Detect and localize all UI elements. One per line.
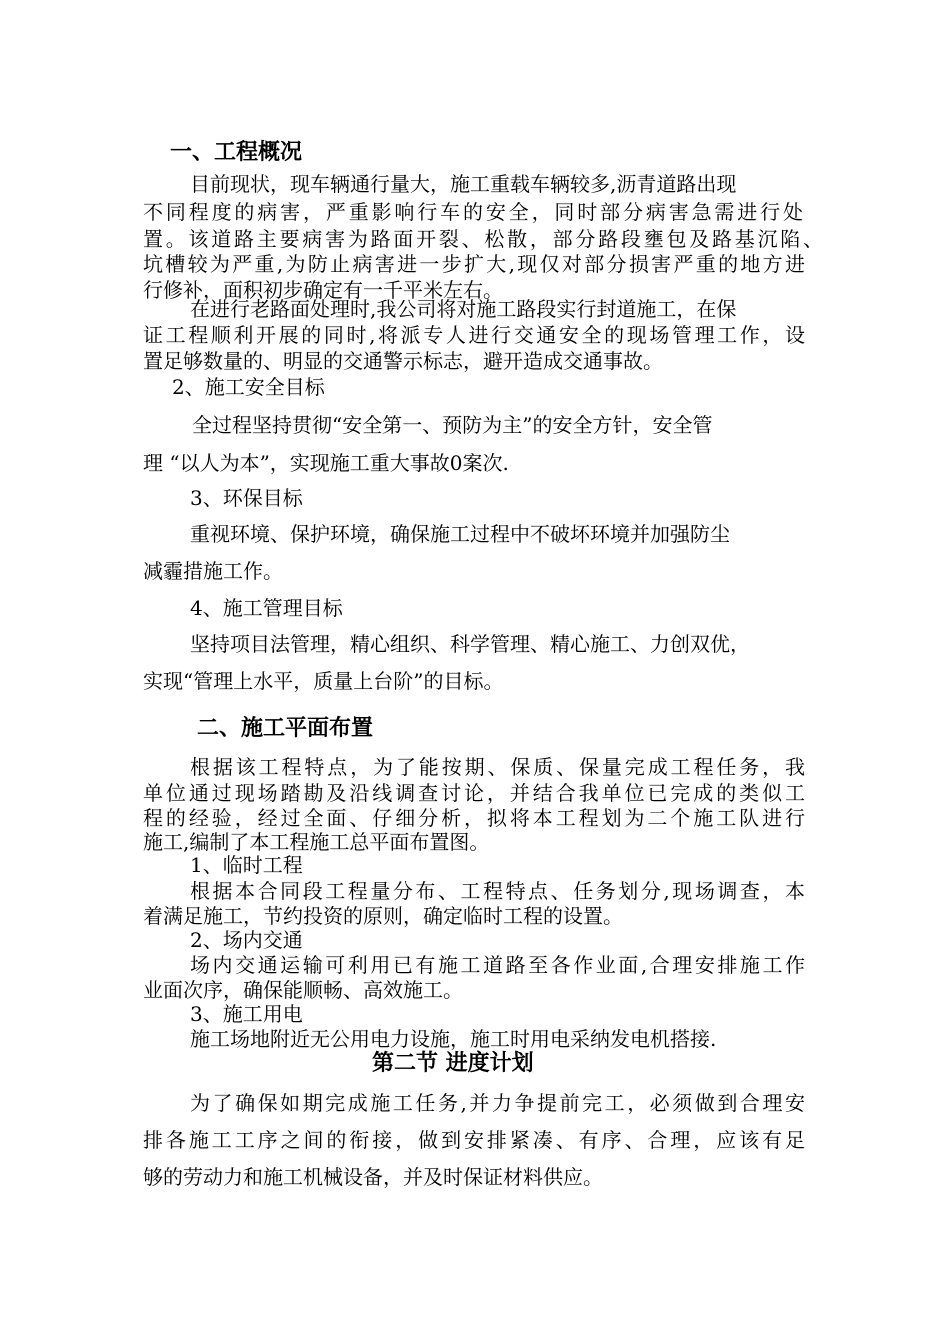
schedule-line-2: 排各施工工序之间的衔接，做到安排紧凑、有序、合理，应该有足 <box>143 1128 805 1152</box>
overview-line-2: 不同程度的病害，严重影响行车的安全，同时部分病害急需进行处 <box>143 200 803 224</box>
overview-line-5: 行修补，面积初步确定有一千平米左右。 <box>143 278 503 302</box>
environment-line-1: 重视环境、保护环境，确保施工过程中不破坏环境并加强防尘 <box>190 522 730 546</box>
layout-line-2: 单位通过现场踏勘及沿线调查讨论，并结合我单位已完成的类似工 <box>143 781 805 805</box>
schedule-line-3: 够的劳动力和施工机械设备，并及时保证材料供应。 <box>143 1165 603 1189</box>
closure-line-3: 置足够数量的、明显的交通警示标志，避开造成交通事故。 <box>143 349 663 373</box>
subheading-site-power: 3、施工用电 <box>190 1002 303 1026</box>
overview-line-1: 目前现状，现车辆通行量大，施工重载车辆较多,沥青道路出现 <box>190 172 737 196</box>
subheading-temporary-works: 1、临时工程 <box>190 853 303 877</box>
subheading-site-traffic: 2、场内交通 <box>190 928 303 952</box>
overview-line-3: 置。该道路主要病害为路面开裂、松散，部分路段壅包及路基沉陷、 <box>143 227 823 251</box>
traffic-line-2: 业面次序，确保能顺畅、高效施工。 <box>143 978 463 1002</box>
section-heading-schedule: 第二节 进度计划 <box>372 1050 534 1076</box>
layout-line-1: 根据该工程特点，为了能按期、保质、保量完成工程任务，我 <box>190 755 805 779</box>
environment-line-2: 减霾措施工作。 <box>143 559 283 583</box>
temporary-line-2: 着满足施工，节约投资的原则，确定临时工程的设置。 <box>143 904 623 928</box>
subheading-management-goal: 4、施工管理目标 <box>190 596 343 620</box>
section-heading-layout: 二、施工平面布置 <box>197 715 374 741</box>
management-line-1: 坚持项目法管理，精心组织、科学管理、精心施工、力创双优， <box>190 632 750 656</box>
safety-line-1: 全过程坚持贯彻“安全第一、预防为主”的安全方针，安全管 <box>192 413 713 437</box>
layout-line-4: 施工,编制了本工程施工总平面布置图。 <box>143 830 490 854</box>
temporary-line-1: 根据本合同段工程量分布、工程特点、任务划分,现场调查，本 <box>190 879 805 903</box>
management-line-2: 实现“管理上水平，质量上台阶”的目标。 <box>143 669 504 693</box>
safety-line-2: 理 “以人为本”，实现施工重大事故0案次. <box>143 451 509 475</box>
layout-line-3: 程的经验，经过全面、仔细分析，拟将本工程划为二个施工队进行 <box>143 806 805 830</box>
power-line: 施工场地附近无公用电力设施，施工时用电采纳发电机搭接. <box>190 1027 717 1051</box>
overview-line-4: 坑槽较为严重,为防止病害进一步扩大,现仅对部分损害严重的地方进 <box>143 252 805 276</box>
section-heading-overview: 一、工程概况 <box>170 139 303 165</box>
closure-line-1: 在进行老路面处理时,我公司将对施工路段实行封道施工，在保 <box>190 297 737 321</box>
schedule-line-1: 为了确保如期完成施工任务,并力争提前完工，必须做到合理安 <box>190 1091 805 1115</box>
traffic-line-1: 场内交通运输可利用已有施工道路至各作业面,合理安排施工作 <box>190 953 805 977</box>
subheading-environment-goal: 3、环保目标 <box>190 486 303 510</box>
subheading-safety-goal: 2、施工安全目标 <box>172 375 325 399</box>
closure-line-2: 证工程顺利开展的同时,将派专人进行交通安全的现场管理工作，设 <box>143 323 805 347</box>
